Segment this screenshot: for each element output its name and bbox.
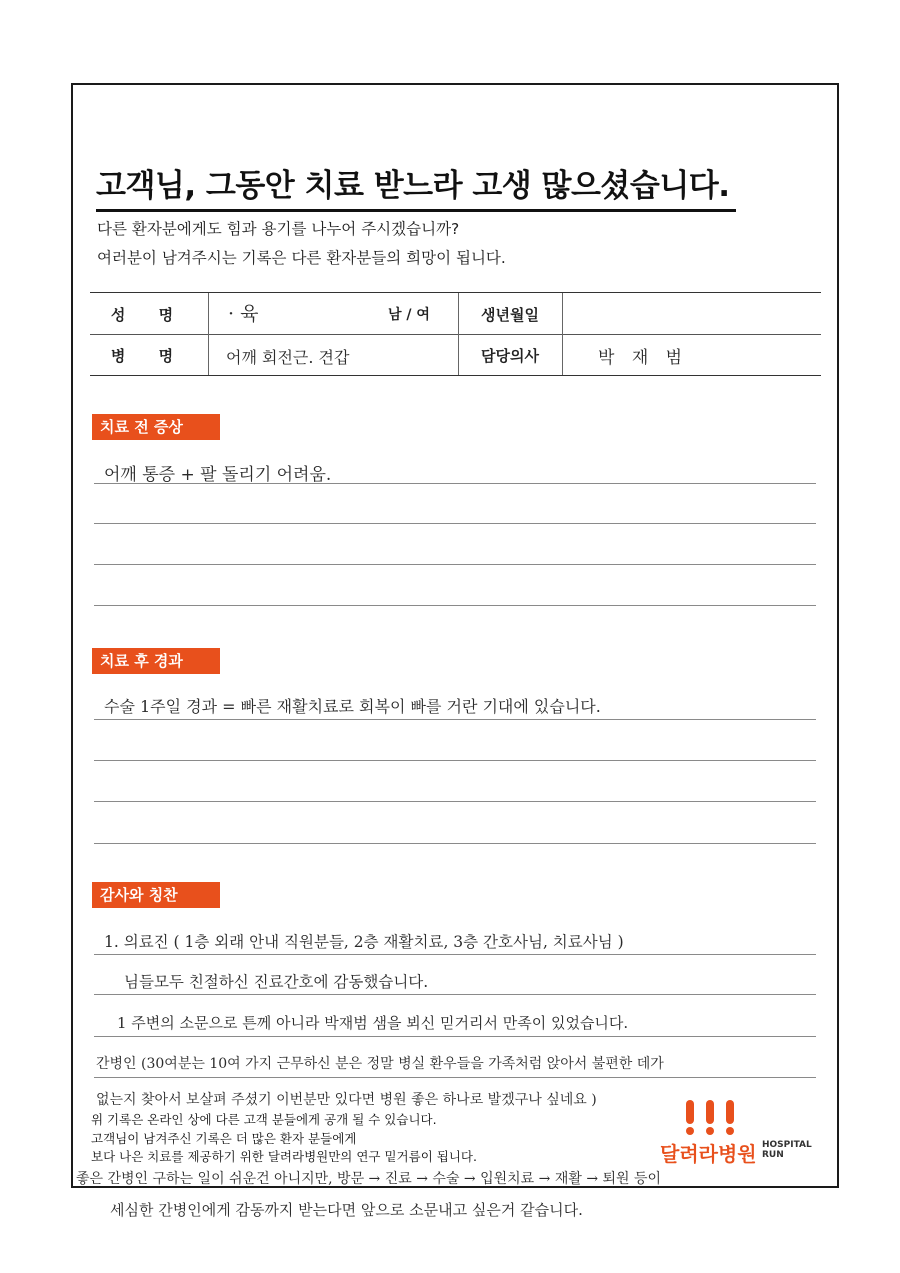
thanks-header: 감사와 칭찬 bbox=[92, 882, 220, 908]
thanks-line: 없는지 찾아서 보살펴 주셨기 이번분만 있다면 병원 좋은 하나로 발겠구나 싶네요 ) bbox=[96, 1092, 597, 1108]
subtitle-line-1: 다른 환자분에게도 힘과 용기를 나누어 주시겠습니까? bbox=[97, 220, 460, 238]
writing-line bbox=[94, 1036, 816, 1037]
notice-line-1: 위 기록은 온라인 상에 다른 고객 분들에게 공개 될 수 있습니다. bbox=[91, 1112, 437, 1127]
thanks-line: 1 주변의 소문으로 튼께 아니라 박재범 샘을 뵈신 믿거리서 만족이 있었습니다. bbox=[117, 1014, 629, 1032]
logo-marks-icon bbox=[680, 1100, 750, 1136]
thanks-line: 1. 의료진 ( 1층 외래 안내 직원분들, 2층 재활치료, 3층 간호사님, 치료사님 ) bbox=[104, 933, 624, 951]
writing-line bbox=[94, 954, 816, 955]
thanks-line: 간병인 (30여분는 10여 가지 근무하신 분은 정말 병실 환우들을 가족처럼 앉아서 불편한 데가 bbox=[96, 1056, 664, 1072]
hospital-logo bbox=[660, 1100, 820, 1170]
logo-name: 달려라병원 bbox=[660, 1142, 757, 1166]
writing-line bbox=[94, 1077, 816, 1078]
disease-value: 어깨 회전근. 견갑 bbox=[226, 348, 350, 367]
patient-info-table bbox=[90, 292, 821, 376]
writing-line bbox=[94, 843, 816, 844]
after-progress-header: 치료 후 경과 bbox=[92, 648, 220, 674]
info-col-divider bbox=[208, 293, 209, 375]
writing-line bbox=[94, 719, 816, 720]
doctor-label: 담당의사 bbox=[481, 347, 539, 365]
info-row-divider bbox=[90, 334, 821, 335]
after-progress-text: 수술 1주일 경과 = 빠른 재활치료로 회복이 빠를 거란 기대에 있습니다. bbox=[104, 697, 601, 716]
writing-line bbox=[94, 564, 816, 565]
writing-line bbox=[94, 760, 816, 761]
notice-line-3: 보다 나은 치료를 제공하기 위한 달려라병원만의 연구 밑거름이 됩니다. bbox=[91, 1149, 477, 1164]
writing-line bbox=[94, 605, 816, 606]
disease-label: 병 명 bbox=[110, 347, 188, 365]
birth-date-label: 생년월일 bbox=[481, 306, 539, 324]
notice-line-2: 고객님이 남겨주신 기록은 더 많은 환자 분들에게 bbox=[91, 1131, 357, 1146]
writing-line bbox=[94, 801, 816, 802]
info-col-divider bbox=[562, 293, 563, 375]
subtitle-line-2: 여러분이 남겨주시는 기록은 다른 환자분들의 희망이 됩니다. bbox=[97, 249, 506, 267]
writing-line bbox=[94, 523, 816, 524]
name-label: 성 명 bbox=[110, 306, 188, 324]
logo-subtext: HOSPITAL RUN bbox=[762, 1140, 812, 1160]
doctor-value: 박 재 범 bbox=[598, 348, 689, 368]
before-symptoms-header: 치료 전 증상 bbox=[92, 414, 220, 440]
gender-label: 남 / 여 bbox=[388, 307, 430, 323]
writing-line bbox=[94, 994, 816, 995]
before-symptoms-text: 어깨 통증 + 팔 돌리기 어려움. bbox=[104, 465, 332, 485]
page-title: 고객님, 그동안 치료 받느라 고생 많으셨습니다. bbox=[96, 160, 736, 212]
writing-line bbox=[94, 483, 816, 484]
thanks-line: 좋은 간병인 구하는 일이 쉬운건 아니지만, 방문 → 진료 → 수술 → 입원치료 → 재활 → 퇴원 등이 bbox=[76, 1171, 662, 1187]
thanks-line: 세심한 간병인에게 감동까지 받는다면 앞으로 소문내고 싶은거 같습니다. bbox=[110, 1201, 583, 1219]
thanks-line: 님들모두 친절하신 진료간호에 감동했습니다. bbox=[124, 973, 429, 991]
name-value: · 육 bbox=[228, 303, 259, 325]
